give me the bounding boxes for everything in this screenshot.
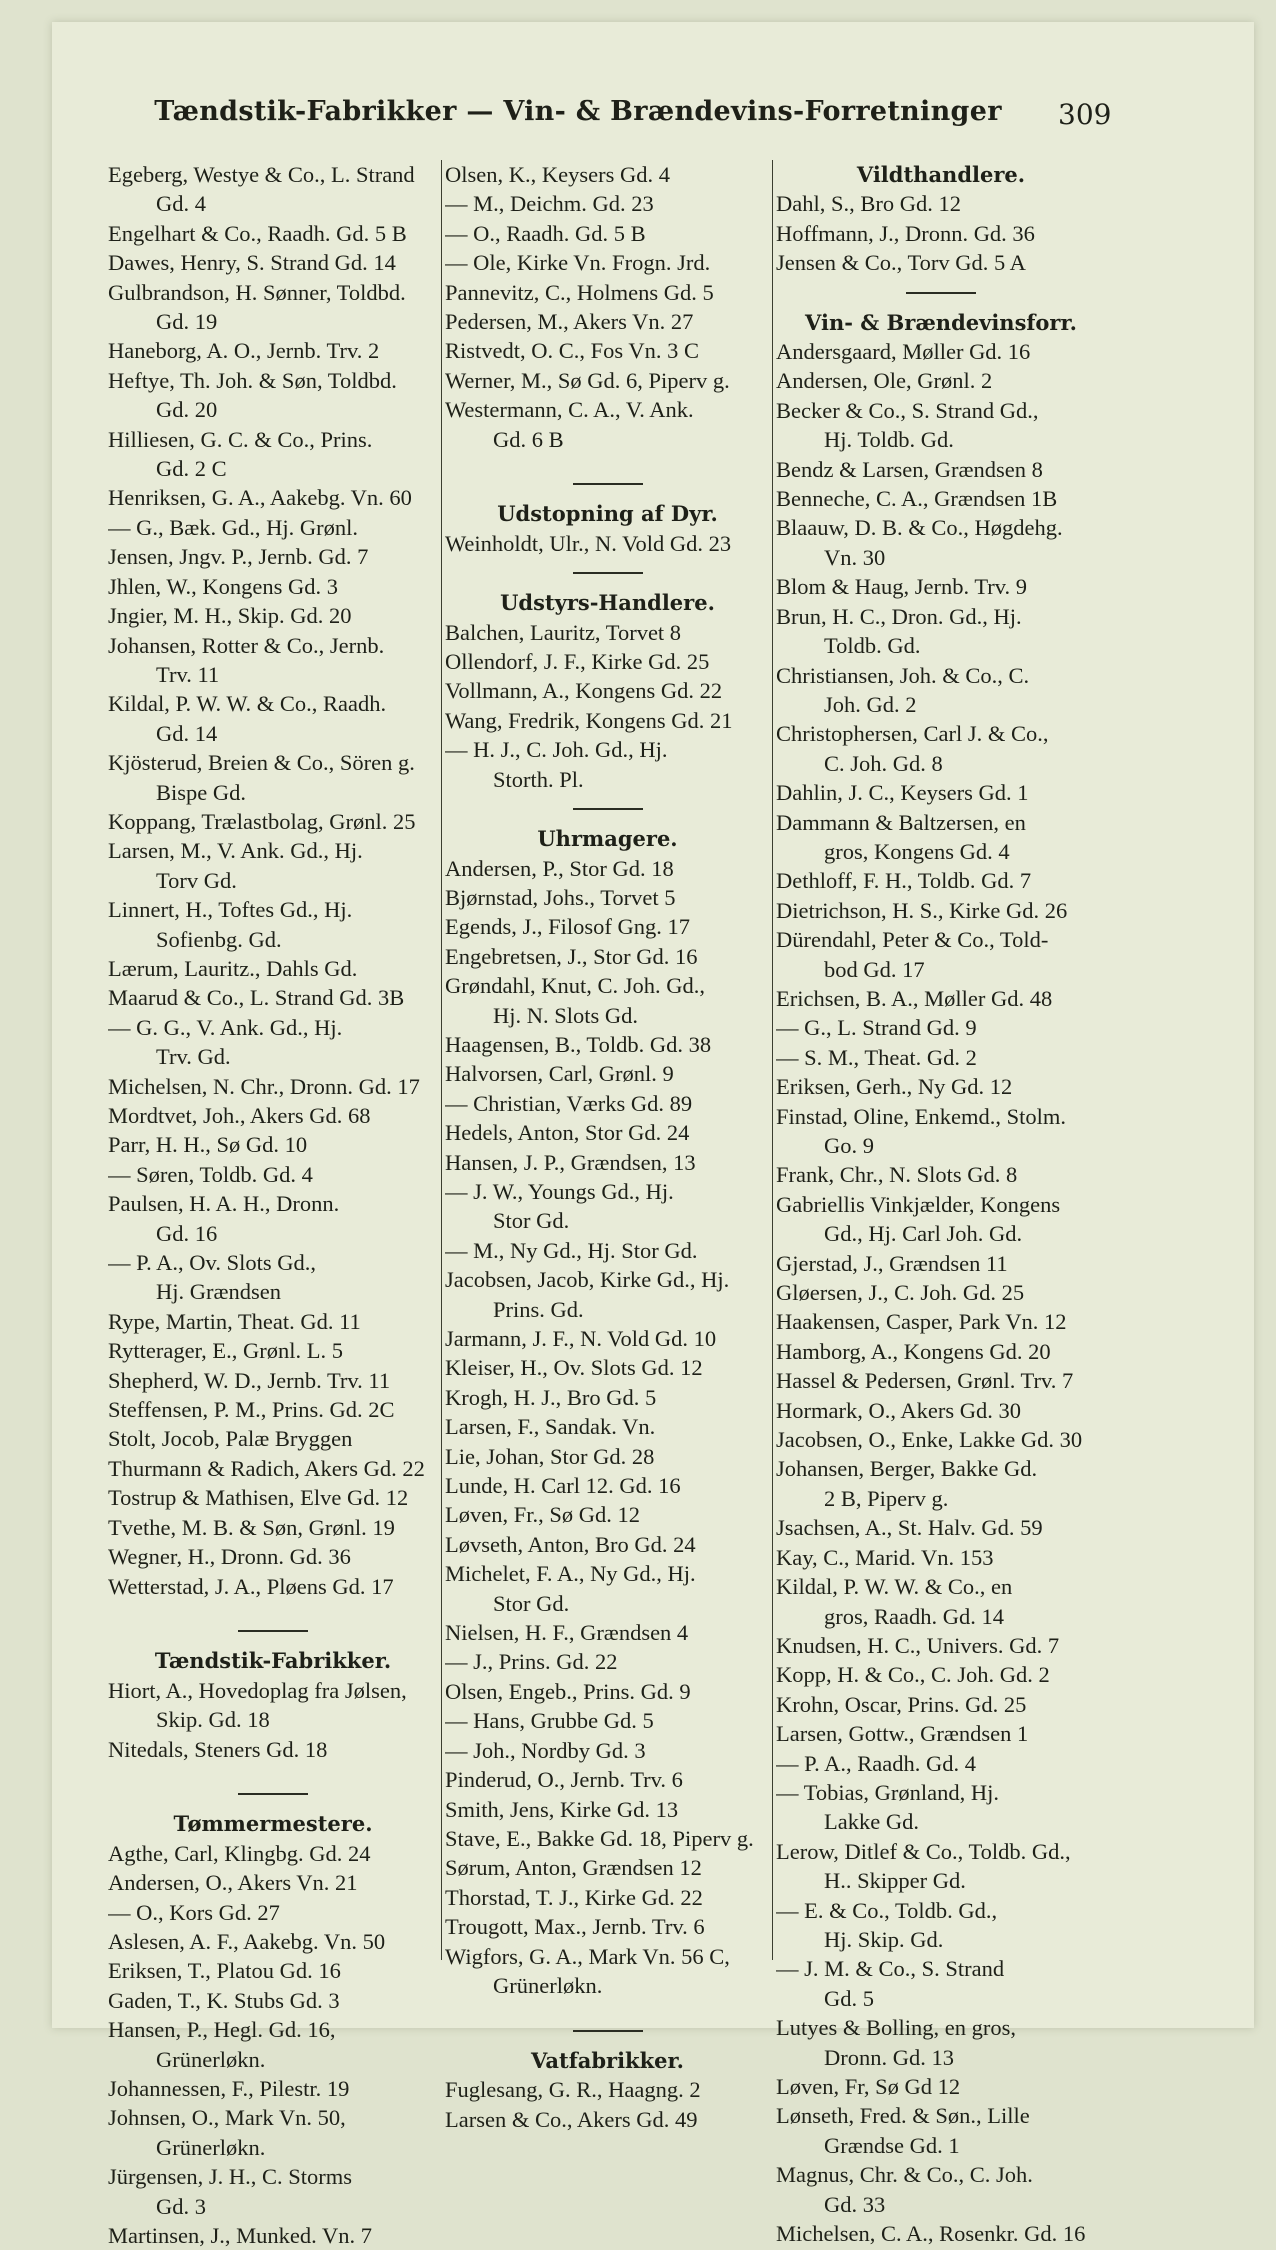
directory-entry: Linnert, H., Toftes Gd., Hj. bbox=[108, 897, 353, 923]
directory-entry: Haneborg, A. O., Jernb. Trv. 2 bbox=[108, 338, 380, 364]
directory-entry: Erichsen, B. A., Møller Gd. 48 bbox=[776, 985, 1053, 1011]
entry-continuation: Hj. Skip. Gd. bbox=[824, 1926, 944, 1952]
directory-entry: Hamborg, A., Kongens Gd. 20 bbox=[776, 1338, 1051, 1364]
directory-entry: Michelsen, N. Chr., Dronn. Gd. 17 bbox=[108, 1073, 420, 1099]
directory-entry: Wang, Fredrik, Kongens Gd. 21 bbox=[445, 707, 733, 733]
directory-entry: Trougott, Max., Jernb. Trv. 6 bbox=[445, 1914, 705, 1940]
directory-entry: Johansen, Rotter & Co., Jernb. bbox=[108, 632, 385, 658]
section-heading: Vin- & Brændevinsforr. bbox=[805, 309, 1077, 335]
directory-entry: Mordtvet, Joh., Akers Gd. 68 bbox=[108, 1103, 371, 1128]
directory-entry: — O., Raadh. Gd. 5 B bbox=[445, 220, 646, 246]
entry-continuation: Gd. 2 C bbox=[156, 456, 227, 482]
directory-entry: Aslesen, A. F., Aakebg. Vn. 50 bbox=[108, 1928, 386, 1954]
directory-entry: Gjerstad, J., Grændsen 11 bbox=[776, 1250, 1008, 1276]
directory-entry: Rytterager, E., Grønl. L. 5 bbox=[108, 1338, 344, 1364]
directory-entry: Larsen & Co., Akers Gd. 49 bbox=[445, 2106, 698, 2132]
entry-continuation: C. Joh. Gd. 8 bbox=[824, 750, 943, 776]
directory-entry: Becker & Co., S. Strand Gd., bbox=[776, 397, 1039, 423]
entry-continuation: gros, Kongens Gd. 4 bbox=[824, 838, 1010, 864]
section-heading: Vatfabrikker. bbox=[531, 2047, 684, 2073]
entry-continuation: Stor Gd. bbox=[493, 1590, 570, 1616]
entry-continuation: Bispe Gd. bbox=[156, 779, 246, 805]
entry-continuation: Trv. 11 bbox=[156, 661, 220, 687]
directory-entry: Dahlin, J. C., Keysers Gd. 1 bbox=[776, 780, 1029, 806]
entry-continuation: 2 B, Piperv g. bbox=[824, 1485, 949, 1511]
column-1 bbox=[108, 160, 438, 2250]
directory-entry: Michelsen, C. A., Rosenkr. Gd. 16 bbox=[776, 2221, 1086, 2247]
directory-entry: Jngier, M. H., Skip. Gd. 20 bbox=[108, 603, 352, 629]
entry-continuation: Grændse Gd. 1 bbox=[824, 2132, 960, 2158]
directory-entry: Maarud & Co., L. Strand Gd. 3B bbox=[108, 985, 405, 1011]
directory-entry: Lerow, Ditlef & Co., Toldb. Gd., bbox=[776, 1838, 1071, 1864]
column-3 bbox=[776, 160, 1106, 2248]
directory-entry: Lærum, Lauritz., Dahls Gd. bbox=[108, 955, 358, 981]
directory-entry: Andersen, O., Akers Vn. 21 bbox=[108, 1870, 358, 1896]
directory-entry: Bendz & Larsen, Grændsen 8 bbox=[776, 456, 1043, 482]
directory-entry: Weinholdt, Ulr., N. Vold Gd. 23 bbox=[445, 530, 732, 556]
directory-entry: Andersen, P., Stor Gd. 18 bbox=[445, 855, 674, 881]
entry-continuation: Storth. Pl. bbox=[493, 766, 584, 792]
directory-entry: Johansen, Berger, Bakke Gd. bbox=[776, 1456, 1038, 1482]
section-heading: Tømmermestere. bbox=[173, 1811, 373, 1837]
entry-continuation: Lakke Gd. bbox=[824, 1809, 919, 1835]
directory-entry: Nitedals, Steners Gd. 18 bbox=[108, 1736, 328, 1762]
directory-entry: Larsen, Gottw., Grændsen 1 bbox=[776, 1721, 1029, 1747]
directory-entry: Krohn, Oscar, Prins. Gd. 25 bbox=[776, 1691, 1027, 1717]
directory-entry: Bjørnstad, Johs., Torvet 5 bbox=[445, 884, 676, 910]
directory-entry: Knudsen, H. C., Univers. Gd. 7 bbox=[776, 1632, 1060, 1658]
entry-continuation: Grünerløkn. bbox=[493, 1972, 603, 1998]
directory-entry: — P. A., Raadh. Gd. 4 bbox=[776, 1750, 977, 1776]
directory-entry: Kopp, H. & Co., C. Joh. Gd. 2 bbox=[776, 1662, 1050, 1688]
directory-entry: Frank, Chr., N. Slots Gd. 8 bbox=[776, 1162, 1018, 1188]
directory-entry: Kay, C., Marid. Vn. 153 bbox=[776, 1544, 994, 1570]
spacer bbox=[445, 2032, 770, 2046]
directory-entry: Jensen & Co., Torv Gd. 5 A bbox=[776, 250, 1026, 276]
spacer bbox=[445, 810, 770, 824]
directory-entry: Blaauw, D. B. & Co., Høgdehg. bbox=[776, 515, 1063, 541]
directory-entry: Tvethe, M. B. & Søn, Grønl. 19 bbox=[108, 1514, 395, 1540]
spacer bbox=[445, 558, 770, 572]
directory-entry: Haakensen, Casper, Park Vn. 12 bbox=[776, 1309, 1067, 1335]
directory-entry: Sørum, Anton, Grændsen 12 bbox=[445, 1855, 702, 1881]
directory-entry: Parr, H. H., Sø Gd. 10 bbox=[108, 1132, 308, 1158]
directory-entry: Dietrichson, H. S., Kirke Gd. 26 bbox=[776, 897, 1068, 923]
directory-entry: Koppang, Trælastbolag, Grønl. 25 bbox=[108, 808, 416, 834]
directory-entry: Dammann & Baltzersen, en bbox=[776, 809, 1026, 835]
directory-entry: Pedersen, M., Akers Vn. 27 bbox=[445, 309, 694, 335]
entry-continuation: Gd. 3 bbox=[156, 2193, 206, 2219]
directory-entry: Finstad, Oline, Enkemd., Stolm. bbox=[776, 1103, 1066, 1129]
spacer bbox=[776, 294, 1106, 308]
directory-entry: Hansen, J. P., Grændsen, 13 bbox=[445, 1149, 696, 1175]
directory-entry: Dahl, S., Bro Gd. 12 bbox=[776, 191, 961, 217]
entry-continuation: Gd., Hj. Carl Joh. Gd. bbox=[824, 1221, 1023, 1247]
directory-entry: Christiansen, Joh. & Co., C. bbox=[776, 662, 1030, 688]
entry-continuation: Gd. 4 bbox=[156, 191, 206, 217]
directory-entry: Thorstad, T. J., Kirke Gd. 22 bbox=[445, 1884, 703, 1910]
directory-entry: Gabriellis Vinkjælder, Kongens bbox=[776, 1191, 1061, 1217]
entry-continuation: Gd. 5 bbox=[824, 1985, 874, 2011]
section-heading: Uhrmagere. bbox=[537, 826, 678, 852]
entry-continuation: Hj. Grændsen bbox=[156, 1279, 281, 1305]
entry-continuation: Gd. 6 B bbox=[493, 426, 564, 452]
directory-entry: Larsen, F., Sandak. Vn. bbox=[445, 1414, 656, 1440]
directory-entry: Vollmann, A., Kongens Gd. 22 bbox=[445, 678, 723, 704]
directory-entry: Wegner, H., Dronn. Gd. 36 bbox=[108, 1544, 351, 1570]
directory-entry: Lunde, H. Carl 12. Gd. 16 bbox=[445, 1473, 681, 1499]
directory-entry: Stolt, Jocob, Palæ Bryggen bbox=[108, 1426, 353, 1452]
directory-entry: — P. A., Ov. Slots Gd., bbox=[108, 1250, 316, 1276]
directory-entry: Gløersen, J., C. Joh. Gd. 25 bbox=[776, 1280, 1025, 1306]
entry-continuation: Gd. 19 bbox=[156, 309, 218, 335]
directory-entry: — J. M. & Co., S. Strand bbox=[776, 1956, 1005, 1982]
directory-entry: Johannessen, F., Pilestr. 19 bbox=[108, 2075, 350, 2101]
directory-entry: Rype, Martin, Theat. Gd. 11 bbox=[108, 1308, 361, 1334]
directory-entry: Løven, Fr., Sø Gd. 12 bbox=[445, 1502, 641, 1528]
directory-entry: Løvseth, Anton, Bro Gd. 24 bbox=[445, 1531, 696, 1557]
directory-entry: Kildal, P. W. W. & Co., en bbox=[776, 1574, 1013, 1600]
directory-entry: Olsen, Engeb., Prins. Gd. 9 bbox=[445, 1678, 691, 1704]
entry-continuation: Gd. 14 bbox=[156, 720, 218, 746]
directory-entry: Lutyes & Bolling, en gros, bbox=[776, 2015, 1016, 2041]
directory-entry: Hoffmann, J., Dronn. Gd. 36 bbox=[776, 220, 1035, 246]
directory-entry: Westermann, C. A., V. Ank. bbox=[445, 397, 694, 423]
entry-continuation: Prins. Gd. bbox=[493, 1296, 584, 1322]
directory-entry: — Christian, Værks Gd. 89 bbox=[445, 1090, 693, 1116]
spacer bbox=[108, 1601, 438, 1630]
directory-entry: Smith, Jens, Kirke Gd. 13 bbox=[445, 1796, 679, 1822]
directory-entry: Steffensen, P. M., Prins. Gd. 2C bbox=[108, 1397, 395, 1423]
directory-entry: Werner, M., Sø Gd. 6, Piperv g. bbox=[445, 367, 730, 393]
entry-continuation: Trv. Gd. bbox=[156, 1044, 231, 1070]
directory-entry: Jhlen, W., Kongens Gd. 3 bbox=[108, 573, 338, 599]
directory-entry: Kleiser, H., Ov. Slots Gd. 12 bbox=[445, 1355, 703, 1381]
directory-entry: Jensen, Jngv. P., Jernb. Gd. 7 bbox=[108, 544, 369, 570]
directory-entry: — J., Prins. Gd. 22 bbox=[445, 1649, 618, 1675]
directory-entry: — H. J., C. Joh. Gd., Hj. bbox=[445, 737, 668, 763]
directory-entry: Martinsen, J., Munked. Vn. 7 bbox=[108, 2223, 372, 2248]
directory-entry: Hiort, A., Hovedoplag fra Jølsen, bbox=[108, 1677, 407, 1703]
directory-entry: Egends, J., Filosof Gng. 17 bbox=[445, 914, 691, 940]
entry-continuation: gros, Raadh. Gd. 14 bbox=[824, 1603, 1004, 1629]
directory-entry: Dethloff, F. H., Toldb. Gd. 7 bbox=[776, 868, 1032, 894]
directory-entry: Hassel & Pedersen, Grønl. Trv. 7 bbox=[776, 1368, 1074, 1394]
directory-entry: Halvorsen, Carl, Grønl. 9 bbox=[445, 1061, 674, 1087]
directory-entry: Stave, E., Bakke Gd. 18, Piperv g. bbox=[445, 1825, 754, 1851]
directory-entry: Johnsen, O., Mark Vn. 50, bbox=[108, 2105, 346, 2131]
directory-entry: Hedels, Anton, Stor Gd. 24 bbox=[445, 1120, 690, 1146]
directory-entry: Nielsen, H. F., Grændsen 4 bbox=[445, 1620, 689, 1646]
spacer bbox=[776, 278, 1106, 292]
directory-entry: Balchen, Lauritz, Torvet 8 bbox=[445, 619, 682, 645]
directory-entry: Brun, H. C., Dron. Gd., Hj. bbox=[776, 603, 1022, 629]
directory-entry: Blom & Haug, Jernb. Trv. 9 bbox=[776, 574, 1028, 600]
directory-entry: Pannevitz, C., Holmens Gd. 5 bbox=[445, 279, 714, 305]
entry-continuation: H.. Skipper Gd. bbox=[824, 1868, 966, 1894]
directory-entry: Andersen, Ole, Grønl. 2 bbox=[776, 368, 993, 394]
spacer bbox=[108, 1632, 438, 1646]
entry-continuation: Gd. 16 bbox=[156, 1220, 218, 1246]
section-heading: Vildthandlere. bbox=[856, 162, 1026, 187]
directory-entry: — Tobias, Grønland, Hj. bbox=[776, 1779, 999, 1805]
directory-entry: Engelhart & Co., Raadh. Gd. 5 B bbox=[108, 220, 407, 246]
directory-entry: Krogh, H. J., Bro Gd. 5 bbox=[445, 1384, 657, 1410]
spacer bbox=[108, 1764, 438, 1793]
entry-continuation: Hj. N. Slots Gd. bbox=[493, 1002, 639, 1028]
directory-entry: Jürgensen, J. H., C. Storms bbox=[108, 2164, 352, 2190]
section-heading: Tændstik-Fabrikker. bbox=[154, 1648, 392, 1674]
directory-entry: Kildal, P. W. W. & Co., Raadh. bbox=[108, 691, 387, 717]
section-heading: Udstyrs-Handlere. bbox=[500, 590, 715, 616]
directory-entry: Magnus, Chr. & Co., C. Joh. bbox=[776, 2162, 1033, 2188]
column-2 bbox=[445, 160, 770, 2134]
directory-entry: Jarmann, J. F., N. Vold Gd. 10 bbox=[445, 1326, 717, 1352]
directory-entry: Christophersen, Carl J. & Co., bbox=[776, 721, 1049, 747]
directory-entry: — G., L. Strand Gd. 9 bbox=[776, 1015, 977, 1041]
entry-continuation: Grünerløkn. bbox=[156, 2046, 266, 2072]
directory-entry: Ollendorf, J. F., Kirke Gd. 25 bbox=[445, 649, 710, 675]
directory-entry: Shepherd, W. D., Jernb. Trv. 11 bbox=[108, 1367, 391, 1393]
directory-entry: Larsen, M., V. Ank. Gd., Hj. bbox=[108, 838, 363, 864]
directory-entry: Tostrup & Mathisen, Elve Gd. 12 bbox=[108, 1485, 409, 1511]
directory-entry: Engebretsen, J., Stor Gd. 16 bbox=[445, 943, 698, 969]
spacer bbox=[445, 2000, 770, 2029]
directory-entry: Benneche, C. A., Grændsen 1B bbox=[776, 486, 1058, 512]
entry-continuation: Grünerløkn. bbox=[156, 2134, 266, 2160]
directory-entry: Lønseth, Fred. & Søn., Lille bbox=[776, 2103, 1030, 2129]
column-divider bbox=[441, 160, 442, 1960]
page-number: 309 bbox=[1058, 98, 1112, 131]
directory-entry: Michelet, F. A., Ny Gd., Hj. bbox=[445, 1561, 696, 1587]
section-heading: Udstopning af Dyr. bbox=[497, 501, 718, 527]
directory-entry: — Søren, Toldb. Gd. 4 bbox=[108, 1161, 313, 1187]
directory-entry: Heftye, Th. Joh. & Søn, Toldbd. bbox=[108, 367, 397, 393]
directory-entry: — J. W., Youngs Gd., Hj. bbox=[445, 1178, 674, 1204]
entry-continuation: Dronn. Gd. 13 bbox=[824, 2044, 954, 2070]
directory-entry: — Hans, Grubbe Gd. 5 bbox=[445, 1708, 654, 1734]
directory-entry: — O., Kors Gd. 27 bbox=[108, 1899, 280, 1925]
directory-entry: Haagensen, B., Toldb. Gd. 38 bbox=[445, 1031, 712, 1057]
directory-entry: Henriksen, G. A., Aakebg. Vn. 60 bbox=[108, 485, 412, 511]
directory-entry: — G., Bæk. Gd., Hj. Grønl. bbox=[108, 514, 359, 540]
directory-entry: — M., Deichm. Gd. 23 bbox=[445, 191, 654, 217]
directory-entry: Hormark, O., Akers Gd. 30 bbox=[776, 1397, 1021, 1423]
spacer bbox=[108, 1795, 438, 1809]
spacer bbox=[445, 794, 770, 808]
directory-entry: Eriksen, Gerh., Ny Gd. 12 bbox=[776, 1074, 1013, 1100]
spacer bbox=[445, 574, 770, 588]
spacer bbox=[445, 485, 770, 499]
spacer bbox=[445, 454, 770, 483]
entry-continuation: Vn. 30 bbox=[824, 544, 886, 570]
directory-entry: Dawes, Henry, S. Strand Gd. 14 bbox=[108, 250, 396, 276]
directory-entry: Hilliesen, G. C. & Co., Prins. bbox=[108, 426, 373, 452]
directory-entry: Egeberg, Westye & Co., L. Strand bbox=[108, 162, 415, 187]
entry-continuation: Go. 9 bbox=[824, 1133, 874, 1158]
directory-entry: — G. G., V. Ank. Gd., Hj. bbox=[108, 1014, 343, 1040]
directory-entry: Thurmann & Radich, Akers Gd. 22 bbox=[108, 1455, 425, 1481]
directory-entry: Pinderud, O., Jernb. Trv. 6 bbox=[445, 1767, 683, 1793]
directory-entry: Olsen, K., Keysers Gd. 4 bbox=[445, 162, 670, 187]
entry-continuation: Sofienbg. Gd. bbox=[156, 926, 282, 952]
entry-continuation: Stor Gd. bbox=[493, 1208, 570, 1234]
entry-continuation: Joh. Gd. 2 bbox=[824, 691, 917, 717]
entry-continuation: Gd. 20 bbox=[156, 397, 218, 423]
directory-entry: Wetterstad, J. A., Pløens Gd. 17 bbox=[108, 1573, 394, 1599]
entry-continuation: bod Gd. 17 bbox=[824, 956, 925, 982]
directory-entry: Andersgaard, Møller Gd. 16 bbox=[776, 339, 1031, 365]
directory-entry: Gulbrandson, H. Sønner, Toldbd. bbox=[108, 279, 406, 305]
entry-continuation: Gd. 33 bbox=[824, 2191, 886, 2217]
entry-continuation: Skip. Gd. 18 bbox=[156, 1707, 270, 1733]
directory-entry: Jsachsen, A., St. Halv. Gd. 59 bbox=[776, 1515, 1043, 1541]
directory-entry: Dürendahl, Peter & Co., Told- bbox=[776, 927, 1049, 953]
directory-entry: Kjösterud, Breien & Co., Sören g. bbox=[108, 750, 415, 776]
directory-entry: Grøndahl, Knut, C. Joh. Gd., bbox=[445, 973, 705, 999]
directory-entry: — M., Ny Gd., Hj. Stor Gd. bbox=[445, 1237, 698, 1263]
directory-entry: Gaden, T., K. Stubs Gd. 3 bbox=[108, 1987, 340, 2013]
entry-continuation: Torv Gd. bbox=[156, 867, 237, 893]
directory-entry: Jacobsen, O., Enke, Lakke Gd. 30 bbox=[776, 1427, 1083, 1453]
directory-entry: — S. M., Theat. Gd. 2 bbox=[776, 1044, 977, 1070]
directory-entry: — Ole, Kirke Vn. Frogn. Jrd. bbox=[445, 250, 711, 276]
directory-entry: Lie, Johan, Stor Gd. 28 bbox=[445, 1443, 655, 1469]
directory-entry: — Joh., Nordby Gd. 3 bbox=[445, 1737, 646, 1763]
entry-continuation: Toldb. Gd. bbox=[824, 633, 921, 659]
directory-entry: Fuglesang, G. R., Haagng. 2 bbox=[445, 2077, 701, 2103]
directory-entry: Hansen, P., Hegl. Gd. 16, bbox=[108, 2017, 336, 2043]
directory-entry: Løven, Fr, Sø Gd 12 bbox=[776, 2074, 961, 2099]
directory-entry: Ristvedt, O. C., Fos Vn. 3 C bbox=[445, 338, 700, 364]
entry-continuation: Hj. Toldb. Gd. bbox=[824, 427, 954, 453]
page-header-title: Tændstik-Fabrikker — Vin- & Brændevins-Forretninger bbox=[154, 96, 1002, 127]
directory-entry: Agthe, Carl, Klingbg. Gd. 24 bbox=[108, 1840, 371, 1866]
directory-entry: Jacobsen, Jacob, Kirke Gd., Hj. bbox=[445, 1267, 730, 1293]
column-divider bbox=[772, 160, 773, 1960]
directory-entry: Wigfors, G. A., Mark Vn. 56 C, bbox=[445, 1943, 730, 1969]
directory-entry: Paulsen, H. A. H., Dronn. bbox=[108, 1191, 340, 1217]
directory-entry: Eriksen, T., Platou Gd. 16 bbox=[108, 1958, 341, 1984]
directory-entry: — E. & Co., Toldb. Gd., bbox=[776, 1897, 998, 1923]
